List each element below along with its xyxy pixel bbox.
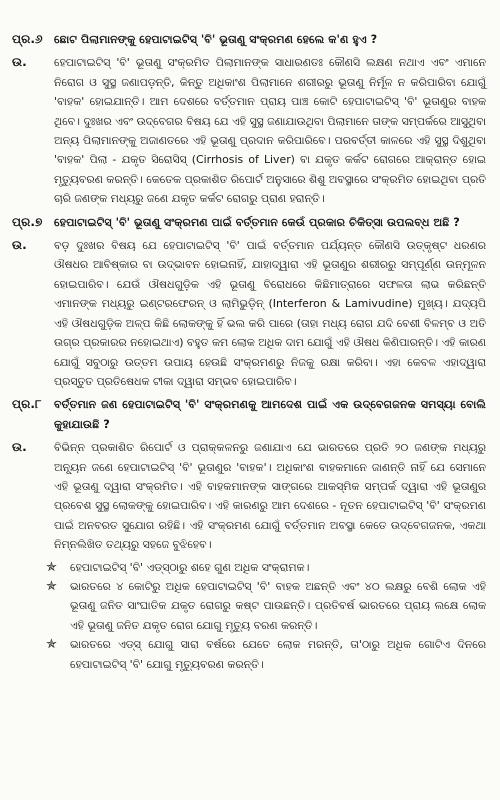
- list-item-text: ଭାରତରେ ୪ କୋଟିରୁ ଅଧିକ ହେପାଟାଇଟିସ୍ 'ବି' ବାହକ ଅଛନ୍ତି ଏବଂ ୪୦ ଲକ୍ଷରୁ ବେଶି ଲୋକ ଏହି ଭୂତାଣୁ ଜନିତ ସାଂଘାତିକ ଯକୃତ ରୋଗରୁ କଷ୍ଟ ପାଉଛନ୍ତି। ପ୍ରତିବର୍ଷ ଭାରତରେ ପ୍ରାୟ ଲକ୍ଷେ ଲୋକ ଏହି ଭୂତାଣୁ ଜନିତ ଯକୃତ ରୋଗ ଯୋଗୁ ମୃତ୍ୟୁ ବରଣ କରନ୍ତି।: [70, 579, 486, 632]
- fact-list: [46, 558, 486, 674]
- question-text: ବର୍ତ୍ତମାନ ଜଣ ହେପାଟାଇଟିସ୍ 'ବି' ସଂକ୍ରମଣକୁ ଆମଦେଶ ପାଇଁ ଏକ ଉଦ୍‌ବେଗଜନକ ସମସ୍ୟା ବୋଲି କୁହାଯାଉଛି ?: [54, 398, 486, 431]
- star-icon: ✯: [46, 637, 57, 653]
- list-item: [46, 635, 486, 674]
- answer-8: [12, 438, 486, 674]
- list-item-text: ହେପାଟାଇଟିସ୍ 'ବି' ଏଡ୍‌ସ୍‌ଠାରୁ ଶହେ ଗୁଣ ଅଧିକ ସଂକ୍ରାମକ।: [70, 560, 310, 574]
- list-item: [46, 577, 486, 635]
- question-8: [12, 395, 486, 434]
- star-icon: ✯: [46, 578, 57, 594]
- list-item-text: ଭାରତରେ ଏଡ୍‌ସ୍ ଯୋଗୁ ସାରା ବର୍ଷରେ ଯେତେ ଲୋକ ମରନ୍ତି, ତା'ଠାରୁ ଅଧିକ ଗୋଟିଏ ଦିନରେ ହେପାଟାଇଟିସ୍ 'ବି' ଯୋଗୁ ମୃତ୍ୟୁବରଣ କରନ୍ତି।: [70, 638, 486, 671]
- answer-text: ବିଭିନ୍ନ ପ୍ରକାଶିତ ରିପୋର୍ଟ ଓ ପ୍ରାକ୍‌କଳନରୁ ଜଣାଯାଏ ଯେ ଭାରତରେ ପ୍ରତି ୨୦ ଜଣଙ୍କ ମଧ୍ୟରୁ ଅନ୍ୟୂନ ଜଣେ ହେପାଟାଇଟିସ୍ 'ବି' ଭୂତାଣୁର 'ବାହକ'। ଅଧିକାଂଶ ବାହକମାନେ ଜାଣନ୍ତି ନାହିଁ ଯେ ସେମାନେ ଏହି ଭୂତାଣୁ ଦ୍ୱାରା ସଂକ୍ରମିତ। ଏହି ବାହକମାନଙ୍କ ସାଙ୍ଗରେ ଆକସ୍ମିକ ସମ୍ପର୍କ ଦ୍ୱାରା ଏହି ଭୂତାଣୁର ପ୍ରବେଶ ସୁସ୍ଥ ଲୋକଙ୍କୁ ହୋଇପାରିବ। ଏହି କାରଣରୁ ଆମ ଦେଶରେ - ନୂତନ ହେପାଟାଇଟିସ୍ 'ବି' ସଂକ୍ରମଣ ପାଇଁ ଅନବରତ ସୁଯୋଗ ରହିଛି। ଏହି ସଂକ୍ରମଣ ଯୋଗୁଁ ବର୍ତ୍ତମାନ ଅବସ୍ଥା କେତେ ଉଦ୍‌ବେଗଜନକ, ଏକଥା ନିମ୍ନଲିଖିତ ତଥ୍ୟରୁ ସହଜେ ବୁଝିହେବ।: [54, 441, 486, 552]
- question-text: ଛୋଟ ପିଲାମାନଙ୍କୁ ହେପାଟାଇଟିସ୍ 'ବି' ଭୂତାଣୁ ସଂକ୍ରମଣ ହେଲେ କ'ଣ ହୁଏ ?: [54, 33, 378, 46]
- answer-label: ଉ.: [12, 55, 27, 70]
- star-icon: ✯: [46, 559, 57, 575]
- answer-7: [12, 236, 486, 391]
- question-label: ପ୍ର.୮: [12, 397, 42, 412]
- answer-text: ବଡ଼ ଦୁଃଖର ବିଷୟ ଯେ ହେପାଟାଇଟିସ୍ 'ବି' ପାଇଁ ବର୍ତ୍ତମାନ ପର୍ଯ୍ୟନ୍ତ କୌଣସି ଉତ୍କୃଷ୍ଟ ଧରଣର ଔଷଧର ଆବିଷ୍କାର ବା ଉଦ୍ଭାବନ ହୋଇନାହିଁ, ଯାହାଦ୍ୱାରା ଏହି ଭୂତାଣୁର ଶରୀରରୁ ସମ୍ପୂର୍ଣ୍ଣ ଉନ୍ମୂଳନ ହୋଇପାରିବ। ଯେଉଁ ଔଷଧଗୁଡ଼ିକ ଏହି ଭୂତାଣୁ ବିରୋଧରେ କିଛିମାତ୍ରାରେ ସଫଳତା ଲାଭ କରିଛନ୍ତି ଏମାନଙ୍କ ମଧ୍ୟରୁ ଇଣ୍ଟରଫେରନ୍ ଓ ଲାମିଭୁଡ଼ିନ୍ (Interferon & Lamivudine) ମୁଖ୍ୟ। ଯଦ୍ୟପି ଏହି ଔଷଧଗୁଡ଼ିକ ଅଳ୍ପ କିଛି ଲୋକଙ୍କୁ ହିଁ ଭଲ କରି ପାରେ (ତାହା ମଧ୍ୟ ରୋଗ ଯଦି ବେଶୀ ବିଳମ୍ବ ଓ ଅତି ଉଗ୍ର ପ୍ରକାରର ନହୋଇଥାଏ) ବହୁତ କମ ଲୋକ ଅଧିକ ଦାମ ଯୋଗୁଁ ଏହି ଔଷଧ କିଣିପାରନ୍ତି। ଏହି କାରଣ ଯୋଗୁଁ ସବୁଠାରୁ ଉତ୍ତମ ଉପାୟ ହେଉଛି ସଂକ୍ରମଣରୁ ନିଜକୁ ରକ୍ଷା କରିବା। ଏହା କେବଳ ଏହାଦ୍ୱାରା ପ୍ରସ୍ତୁତ ପ୍ରତିଷେଧକ ଟୀକା ଦ୍ୱାରା ସମ୍ଭବ ହୋଇପାରିବ।: [54, 239, 486, 388]
- question-label: ପ୍ର.୬: [12, 32, 43, 46]
- question-6: [12, 30, 486, 49]
- question-7: [12, 213, 486, 232]
- answer-text: ହେପାଟାଇଟିସ୍ 'ବି' ଭୂତାଣୁ ସଂକ୍ରମିତ ପିଲାମାନଙ୍କ ସାଧାରଣତଃ କୌଣସି ଲକ୍ଷଣ ନଥାଏ ଏବଂ ଏମାନେ ନିରୋଗ ଓ ସୁସ୍ଥ ଜଣାପଡ଼ନ୍ତି, କିନ୍ତୁ ଅଧିକାଂଶ ପିଲାମାନେ ଶରୀରରୁ ଭୂତାଣୁ ନିର୍ମୂଳ ନ କରିପାରିବା ଯୋଗୁଁ 'ବାହକ' ହୋଇଯାନ୍ତି। ଆମ ଦେଶରେ ବର୍ତ୍ତମାନ ପ୍ରାୟ ପାଞ୍ଚ କୋଟି ହେପାଟାଇଟିସ୍ 'ବି' ଭୂତାଣୁର ବାହକ ଥିବେ। ଦୁଃଖର ଏବଂ ଉଦ୍‌ବେଗର ବିଷୟ ଯେ ଏହି ସୁସ୍ଥ ଜଣାଯାଉଥିବା ପିଲାମାନେ ତାଙ୍କ ସମ୍ପର୍କରେ ଆସୁଥିବା ଅନ୍ୟ ପିଲାମାନଙ୍କୁ ଅଜାଣତରେ ଏହି ଭୂତାଣୁ ପ୍ରଦାନ କରିପାରିବେ। ପରବର୍ତ୍ତୀ କାଳରେ ଏହି ସୁସ୍ଥ ଦିଶୁଥିବା 'ବାହକ' ପିଲା - ଯକୃତ ସିରୋସିସ୍ (Cirrhosis of Liver) ବା ଯକୃତ କର୍କଟ ରୋଗରେ ଆକ୍ରାନ୍ତ ହୋଇ ମୃତ୍ୟୁବରଣ କରନ୍ତି। କେତେକ ପ୍ରକାଶିତ ରିପୋର୍ଟ ଅନୁସାରେ ଶିଶୁ ଅବସ୍ଥାରେ ସଂକ୍ରମିତ ହୋଇଥିବା ପ୍ରତି ଚାରି ଜଣଙ୍କ ମଧ୍ୟରୁ ଜଣେ ଯକୃତ କର୍କଟ ରୋଗରୁ ପ୍ରାଣ ହରାନ୍ତି।: [54, 56, 486, 206]
- answer-6: [12, 53, 486, 208]
- question-label: ପ୍ର.୭: [12, 214, 43, 229]
- answer-label: ଉ.: [12, 440, 27, 455]
- list-item: [46, 558, 486, 577]
- answer-label: ଉ.: [12, 238, 27, 253]
- question-text: ହେପାଟାଇଟିସ୍ 'ବି' ଭୂତାଣୁ ସଂକ୍ରମଣ ପାଇଁ ବର୍ତ୍ତମାନ କେଉଁ ପ୍ରକାର ଚିକିତ୍ସା ଉପଲବ୍ଧ ଅଛି ?: [54, 215, 460, 229]
- answer-body: [46, 438, 486, 674]
